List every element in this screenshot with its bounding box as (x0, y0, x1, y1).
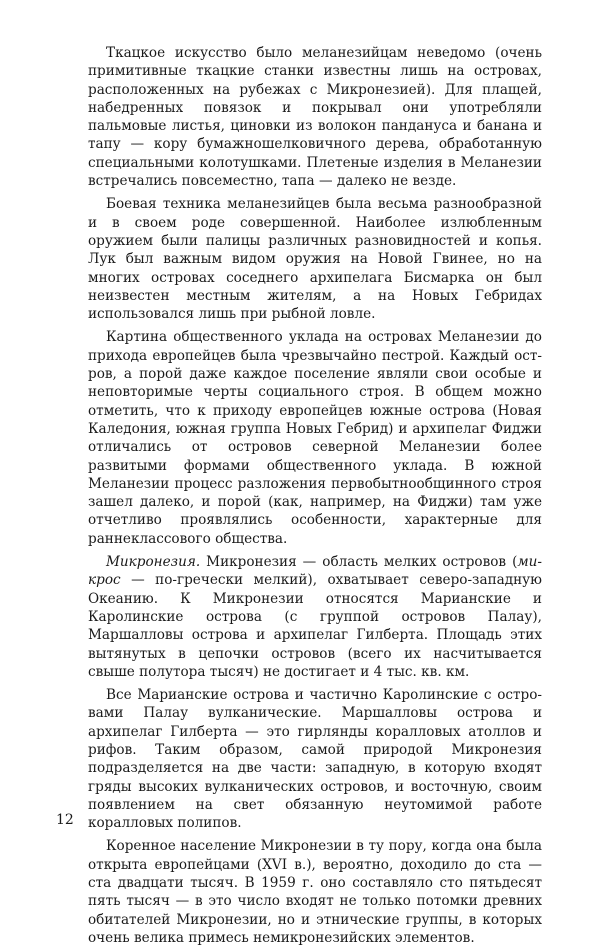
paragraph-text: Ткацкое искусство было меланезийцам неведомо (очень примитивные ткацкие станки известны лишь на островах, расположенных на рубежах с Микронезией). Для плащей, набедренных повязок и покрывал они употребляли пальмовые листья, циновки из волокон пандануса и банана и тапу — кору бумажношелковичного дерева, обработанную специальными колотушками. Плетеные изделия в Меланезии встречались повсеместно, тапа — далеко не везде. (88, 45, 542, 190)
paragraph-volcanic-islands (88, 686, 542, 832)
page-number: 12 (56, 812, 74, 828)
paragraph-micronesia (88, 553, 542, 681)
paragraph-text: Все Марианские острова и частично Каролинские с островами Палау вулканические. Маршалловы острова и архипелаг Гилберта — это гирлянды коралловых атоллов и рифов. Таким образом, самой природой Микронезия подразделяется на две части: западную, в которую входят гряды высоких вулканических островов, и восточную, своим появлением на свет обязанную неутомимой работе коралловых полипов. (88, 687, 542, 832)
paragraph-weaving (88, 44, 542, 190)
page-body (88, 44, 542, 947)
paragraph-text: Боевая техника меланезийцев была весьма разнообразной и в своем роде совершенной. Наиболее излюбленным оружием были палицы различных разновидностей и копья. Лук был важным видом оружия на Новой Гвинее, но на многих островах соседнего архипелага Бисмарка он был неизвестен местным жителям, а на Новых Гебридах использовался лишь при рыбной ловле. (88, 196, 542, 323)
paragraph-text: Коренное население Микронезии в ту пору, когда она была открыта европейцами (XVI в.), вероятно, доходило до ста — ста двадцати тысяч. В 1959 г. оно составляло сто пятьдесят пять тысяч — в это число входят не только потомки древних обитателей Микронезии, но и этнические группы, в которых очень велика примесь немикронезийских элементов. (88, 838, 542, 946)
italic-term: микрос (88, 554, 542, 589)
paragraph-text: Микронезия — область мелких островов ( (200, 554, 518, 571)
paragraph-weapons (88, 195, 542, 323)
paragraph-text: Картина общественного уклада на островах Меланезии до прихода европейцев была чрезвычайно пестрой. Каждый остров, а порой даже каждое поселение являли свои особые и неповторимые черты социального строя. В общем можно отметить, что к приходу европейцев южные острова (Новая Каледония, южная группа Новых Гебрид) и архипелаг Фиджи отличались от островов северной Меланезии более развитыми формами общественного уклада. В южной Меланезии процесс разложения первобытнообщинного строя зашел далеко, и порой (как, например, на Фиджи) там уже отчетливо проявлялись особенности, характерные для раннеклассового общества. (88, 329, 542, 547)
section-lead-micronesia: Микронезия. (106, 554, 201, 571)
paragraph-population (88, 837, 542, 947)
paragraph-social-structure (88, 328, 542, 548)
paragraph-text-after: — по-гречески мелкий), охватывает северо-западную Океанию. К Микронезии относятся Марианские и Каролинские острова (с группой островов Палау), Маршалловы острова и архипелаг Гилберта. Площадь этих вытянутых в цепочки островов (всего их насчитывается свыше полутора тысяч) не достигает и 4 тыс. кв. км. (88, 572, 542, 680)
